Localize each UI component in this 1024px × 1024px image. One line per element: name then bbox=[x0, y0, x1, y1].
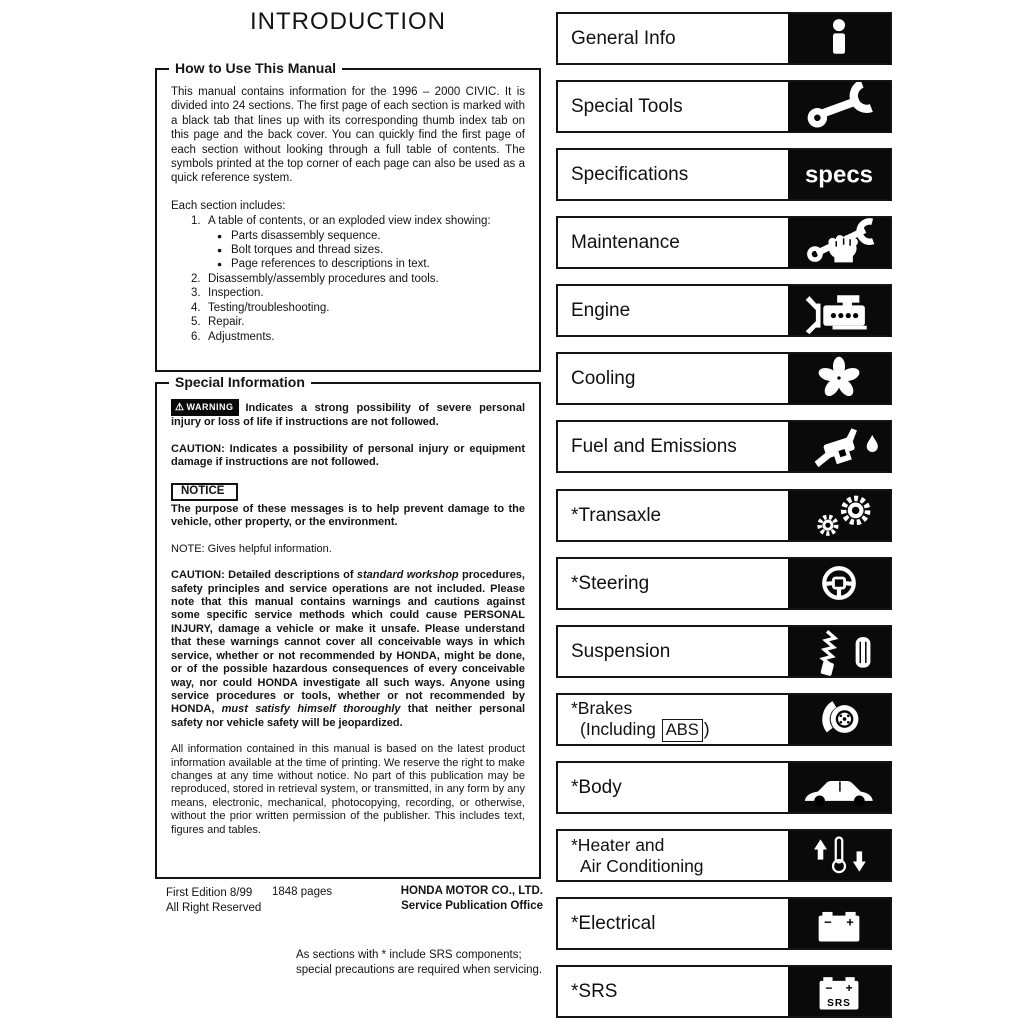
list-item: ● Bolt torques and thread sizes. bbox=[217, 244, 384, 257]
list-item: 5. Repair. bbox=[191, 316, 245, 329]
how-to-use-intro: This manual contains information for the 1996 – 2000 CIVIC. It is divided into 24 sections. The first page of each section is marked with a black tab that lines up with its corresponding thumb index tab on this page and the back cover. You can quickly find the first page of each section without looking through a full table of contents. The symbols printed at the top corner of each page can also be used as a quick reference system. bbox=[171, 86, 525, 185]
tab-transaxle[interactable]: *Transaxle bbox=[556, 489, 892, 542]
info-icon bbox=[788, 14, 890, 63]
notice-badge: NOTICE bbox=[171, 483, 238, 501]
tab-special-tools[interactable]: Special Tools bbox=[556, 80, 892, 133]
office-name: Service Publication Office bbox=[401, 900, 543, 912]
bullet-icon: ● bbox=[217, 245, 223, 256]
tab-specifications[interactable]: Specifications specs bbox=[556, 148, 892, 201]
fan-icon bbox=[788, 354, 890, 403]
tab-suspension[interactable]: Suspension bbox=[556, 625, 892, 678]
caution-paragraph: CAUTION: Indicates a possibility of personal injury or equipment damage if instructions are not followed. bbox=[171, 442, 525, 469]
hand-wrench-icon bbox=[788, 218, 890, 267]
copyright-paragraph: All information contained in this manual is based on the latest product information available at the time of printing. We reserve the right to make changes at any time without notice. No part of this publication may be reproduced, stored in retrieval system, or transmitted, in any form by any means, electronic, mechanical, photocopying, recording, or otherwise, without the prior written permission of the publisher. This includes text, figures and tables. bbox=[171, 743, 525, 836]
warning-paragraph: ⚠ WARNING Indicates a strong possibility of severe personal injury or loss of life if instructions are not followed. bbox=[171, 399, 525, 430]
edition-text: First Edition 8/99 bbox=[166, 887, 253, 899]
publisher-block bbox=[340, 884, 543, 914]
tab-general-info[interactable]: General Info bbox=[556, 12, 892, 65]
page-title: INTRODUCTION bbox=[250, 8, 446, 35]
list-item: 1. A table of contents, or an exploded view index showing: bbox=[191, 215, 491, 228]
tab-maintenance[interactable]: Maintenance bbox=[556, 216, 892, 269]
warning-triangle-icon: ⚠ bbox=[175, 402, 185, 413]
tab-heater-air-conditioning[interactable]: *Heater and Air Conditioning bbox=[556, 829, 892, 882]
specs-icon bbox=[788, 150, 890, 199]
svg-text:+: + bbox=[845, 980, 853, 995]
list-item: 4. Testing/troubleshooting. bbox=[191, 301, 330, 314]
steering-wheel-icon bbox=[788, 559, 890, 608]
thermometer-arrows-icon bbox=[788, 831, 890, 880]
tab-electrical[interactable]: *Electrical − + bbox=[556, 897, 892, 950]
svg-text:−: − bbox=[825, 980, 833, 995]
tab-brakes[interactable]: *Brakes (Including ABS ) bbox=[556, 693, 892, 746]
list-item: 2. Disassembly/assembly procedures and tools. bbox=[191, 272, 439, 285]
list-item: ● Page references to descriptions in text. bbox=[217, 258, 430, 271]
page-count: 1848 pages bbox=[272, 886, 333, 898]
tab-cooling[interactable]: Cooling bbox=[556, 352, 892, 405]
company-name: HONDA MOTOR CO., LTD. bbox=[400, 885, 543, 897]
special-information-panel bbox=[155, 374, 541, 879]
tab-fuel-and-emissions[interactable]: Fuel and Emissions bbox=[556, 420, 892, 473]
section-includes-heading: Each section includes: bbox=[171, 199, 286, 212]
bullet-icon: ● bbox=[217, 230, 223, 241]
fuel-nozzle-icon bbox=[788, 422, 890, 471]
caution-detail-paragraph: CAUTION: Detailed descriptions of standard workshop procedures, safety principles and service operations are not included. Please note that this manual contains warnings and cautions against some specific service methods which could cause PERSONAL INJURY, damage a vehicle or make it unsafe. Please understand that these warnings cannot cover all conceivable ways in which service, whether or not recommended by HONDA, might be done, or of the possible hazardous consequences of every conceivable way, nor could HONDA investigate all such ways. Anyone using service procedures or tools, whether or not recommended by HONDA, must satisfy himself thoroughly that neither personal safety nor vehicle safety will be jeopardized. bbox=[171, 569, 526, 729]
car-body-icon bbox=[788, 763, 890, 812]
note-paragraph: NOTE: Gives helpful information. bbox=[171, 542, 332, 555]
wrench-icon bbox=[788, 82, 890, 131]
svg-text:+: + bbox=[846, 914, 854, 930]
tab-body[interactable]: *Body bbox=[556, 761, 892, 814]
how-to-use-panel bbox=[155, 60, 541, 372]
bullet-icon: ● bbox=[217, 259, 223, 270]
shock-absorber-icon bbox=[788, 627, 890, 676]
notice-paragraph: The purpose of these messages is to help prevent damage to the vehicle, other property, or the environment. bbox=[171, 503, 525, 529]
srs-airbag-icon bbox=[788, 967, 890, 1016]
svg-text:specs: specs bbox=[804, 161, 874, 189]
list-item: 3. Inspection. bbox=[191, 287, 264, 300]
gears-icon bbox=[788, 491, 890, 540]
list-item: ● Parts disassembly sequence. bbox=[217, 229, 381, 242]
tab-engine[interactable]: Engine bbox=[556, 284, 892, 337]
special-information-title: Special Information bbox=[169, 374, 311, 390]
srs-footnote: As sections with * include SRS components; special precautions are required when servicing. bbox=[296, 949, 543, 976]
svg-text:−: − bbox=[824, 914, 832, 930]
how-to-use-title: How to Use This Manual bbox=[169, 60, 342, 76]
brake-disc-icon bbox=[788, 695, 890, 744]
edition-block bbox=[166, 886, 261, 916]
engine-icon bbox=[788, 286, 890, 335]
tab-srs[interactable]: *SRS − + SRS bbox=[556, 965, 892, 1018]
list-item: 6. Adjustments. bbox=[191, 330, 275, 343]
svg-text:SRS: SRS bbox=[827, 997, 851, 1009]
abs-badge: ABS bbox=[662, 719, 703, 742]
tab-steering[interactable]: *Steering bbox=[556, 557, 892, 610]
battery-icon bbox=[788, 899, 890, 948]
warning-badge: ⚠ WARNING bbox=[171, 399, 239, 416]
rights-text: All Right Reserved bbox=[166, 902, 262, 914]
